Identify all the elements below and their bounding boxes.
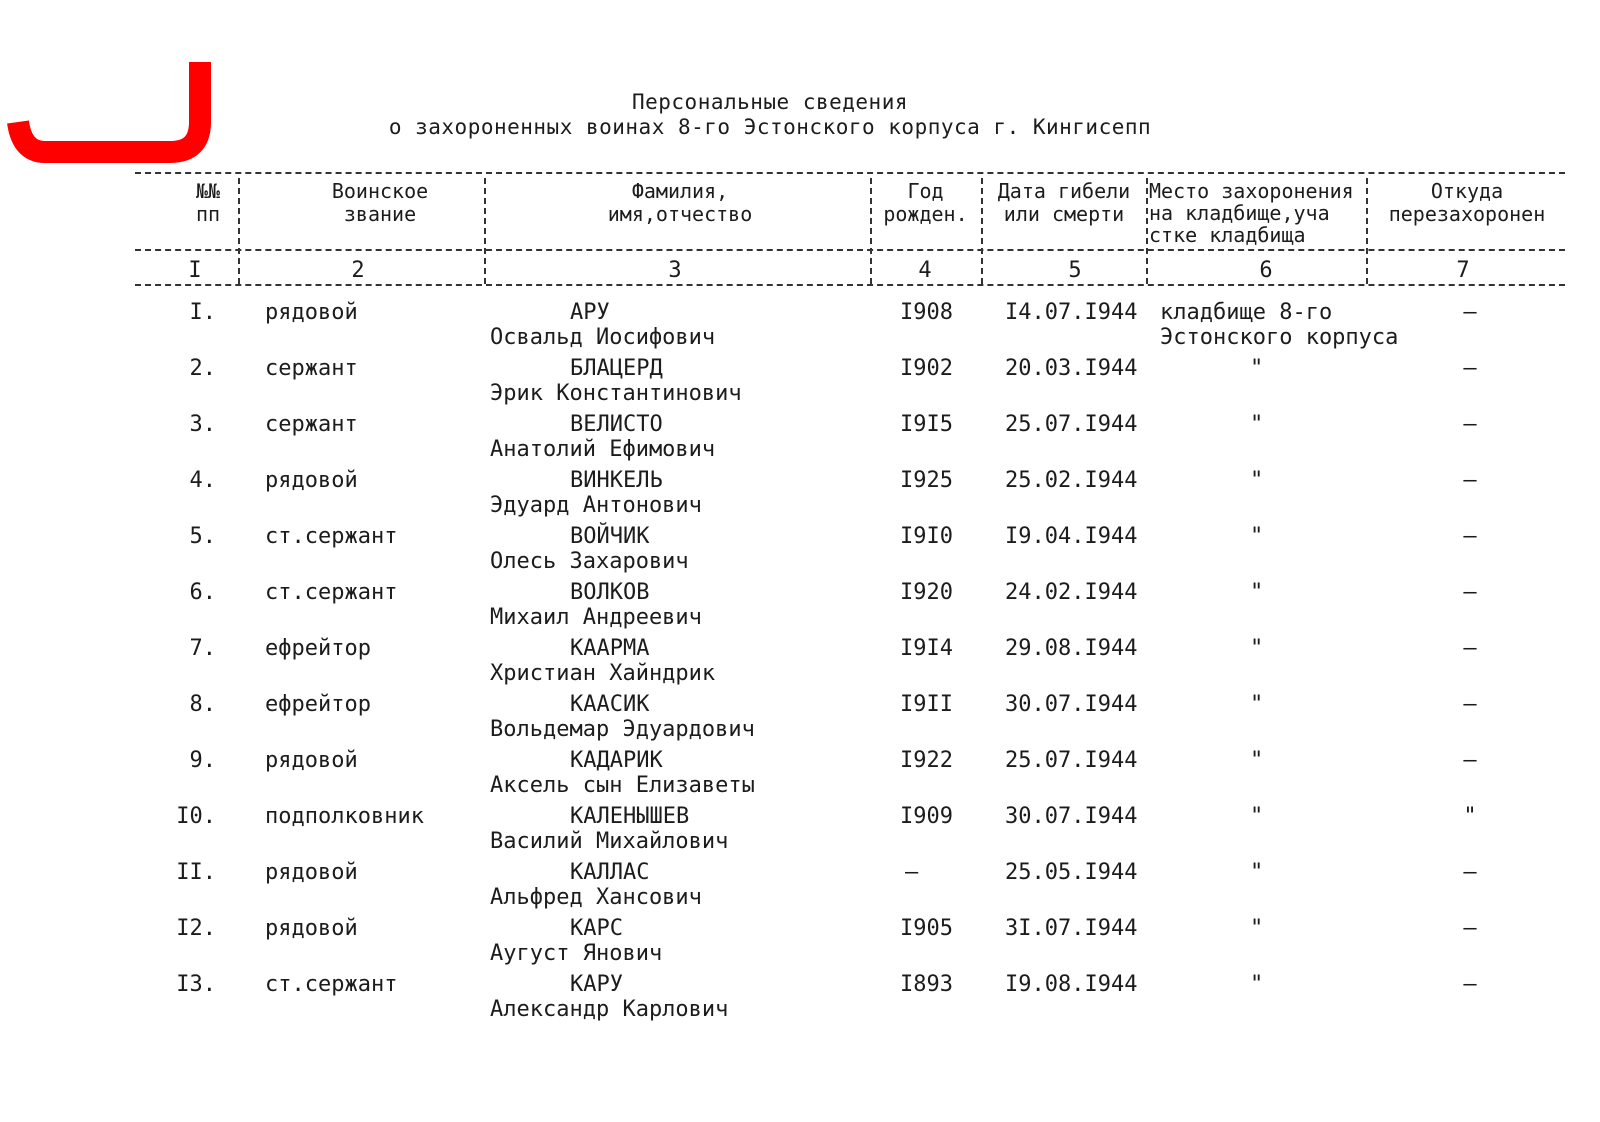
reburied-from: " (1463, 804, 1477, 829)
birth-year: I922 (900, 748, 953, 773)
burial-place: " (1250, 468, 1264, 493)
document-title (300, 90, 1240, 140)
surname: КАЛЛАС (570, 860, 650, 885)
death-date: 25.07.I944 (1005, 748, 1138, 773)
surname: КАРУ (570, 972, 623, 997)
table-row (0, 300, 1600, 356)
row-number: I. (189, 300, 216, 325)
given-names: Аксель сын Елизаветы (490, 773, 755, 798)
full-name (490, 860, 770, 910)
given-names: Христиан Хайндрик (490, 661, 716, 686)
burial-place: " (1250, 804, 1264, 829)
burial-place: " (1250, 356, 1264, 381)
column-separator (1146, 178, 1148, 284)
given-names: Аугуст Янович (490, 941, 663, 966)
col-header-2: Воинское звание (331, 179, 429, 226)
burial-place: " (1250, 860, 1264, 885)
header-top-rule (135, 172, 1565, 174)
col-number-5: 5 (1068, 258, 1082, 283)
row-number: I0. (176, 804, 216, 829)
birth-year: I893 (900, 972, 953, 997)
reburied-from: – (1463, 916, 1477, 941)
birth-year: I905 (900, 916, 953, 941)
row-number: 8. (189, 692, 216, 717)
table-row (0, 916, 1600, 972)
table-row (0, 748, 1600, 804)
reburied-from: – (1463, 860, 1477, 885)
column-separator (238, 178, 240, 284)
surname: КАЛЕНЫШЕВ (570, 804, 690, 829)
burial-place: " (1250, 524, 1264, 549)
col-header-7: Откуда перезахоронен (1388, 179, 1546, 226)
col-header-5: Дата гибели или смерти (997, 179, 1131, 226)
birth-year: I925 (900, 468, 953, 493)
full-name (490, 300, 770, 350)
reburied-from: – (1463, 972, 1477, 997)
row-number: 2. (189, 356, 216, 381)
col-header-4: Год рожден. (883, 179, 968, 226)
birth-year: I909 (900, 804, 953, 829)
birth-year: I9II (900, 692, 953, 717)
given-names: Василий Михайлович (490, 829, 729, 854)
table-row (0, 804, 1600, 860)
burial-place: " (1250, 916, 1264, 941)
death-date: 25.02.I944 (1005, 468, 1138, 493)
col-number-7: 7 (1456, 258, 1470, 283)
reburied-from: – (1463, 692, 1477, 717)
burial-place: " (1250, 692, 1264, 717)
full-name (490, 580, 770, 630)
row-number: 3. (189, 412, 216, 437)
military-rank: рядовой (265, 468, 358, 493)
birth-year: I9I4 (900, 636, 953, 661)
reburied-from: – (1463, 412, 1477, 437)
burial-place: " (1250, 580, 1264, 605)
header-bottom-rule (135, 284, 1565, 286)
row-number: 4. (189, 468, 216, 493)
reburied-from: – (1463, 748, 1477, 773)
military-rank: рядовой (265, 916, 358, 941)
death-date: I9.04.I944 (1005, 524, 1138, 549)
col-number-3: 3 (668, 258, 682, 283)
row-number: I3. (176, 972, 216, 997)
col-number-4: 4 (918, 258, 932, 283)
row-number: 6. (189, 580, 216, 605)
column-separator (981, 178, 983, 284)
surname: ВЕЛИСТО (570, 412, 663, 437)
military-rank: ст.сержант (265, 580, 398, 605)
military-rank: сержант (265, 356, 358, 381)
row-number: 5. (189, 524, 216, 549)
surname: КААРМА (570, 636, 650, 661)
table-row (0, 636, 1600, 692)
full-name (490, 468, 770, 518)
birth-year: I9I5 (900, 412, 953, 437)
column-separator (484, 178, 486, 284)
col-number-1: I (188, 258, 202, 283)
red-bracket-mark (0, 0, 230, 180)
birth-year: I9I0 (900, 524, 953, 549)
col-header-1: №№ пп (195, 179, 221, 226)
given-names: Альфред Хансович (490, 885, 702, 910)
military-rank: ефрейтор (265, 692, 371, 717)
given-names: Эдуард Антонович (490, 493, 702, 518)
surname: КАДАРИК (570, 748, 663, 773)
reburied-from: – (1463, 300, 1477, 325)
death-date: 24.02.I944 (1005, 580, 1138, 605)
military-rank: ст.сержант (265, 524, 398, 549)
reburied-from: – (1463, 524, 1477, 549)
header-mid-rule (135, 249, 1565, 251)
col-header-3: Фамилия, имя,отчество (607, 179, 753, 226)
reburied-from: – (1463, 356, 1477, 381)
death-date: 20.03.I944 (1005, 356, 1138, 381)
death-date: I4.07.I944 (1005, 300, 1138, 325)
given-names: Михаил Андреевич (490, 605, 702, 630)
full-name (490, 636, 770, 686)
title-line-1: Персональные сведения (631, 90, 908, 114)
surname: КАРС (570, 916, 623, 941)
row-number: II. (176, 860, 216, 885)
full-name (490, 748, 770, 798)
surname: ВОЙЧИК (570, 524, 650, 549)
surname: КААСИК (570, 692, 650, 717)
surname: БЛАЦЕРД (570, 356, 663, 381)
military-rank: подполковник (265, 804, 424, 829)
given-names: Олесь Захарович (490, 549, 689, 574)
table-row (0, 412, 1600, 468)
burial-place: " (1250, 412, 1264, 437)
given-names: Анатолий Ефимович (490, 437, 716, 462)
reburied-from: – (1463, 580, 1477, 605)
death-date: 25.07.I944 (1005, 412, 1138, 437)
col-header-6: Место захоронения на кладбище,уча стке кладбища (1149, 179, 1354, 247)
burial-place: кладбище 8-го Эстонского корпуса (1160, 300, 1399, 350)
full-name (490, 412, 770, 462)
military-rank: рядовой (265, 748, 358, 773)
full-name (490, 524, 770, 574)
reburied-from: – (1463, 468, 1477, 493)
death-date: 25.05.I944 (1005, 860, 1138, 885)
table-row (0, 524, 1600, 580)
row-number: I2. (176, 916, 216, 941)
full-name (490, 804, 770, 854)
column-separator (1366, 178, 1368, 284)
table-row (0, 468, 1600, 524)
full-name (490, 356, 770, 406)
death-date: 30.07.I944 (1005, 804, 1138, 829)
surname: АРУ (570, 300, 610, 325)
title-line-2: о захороненных воинах 8-го Эстонского корпуса г. Кингисепп (388, 115, 1152, 139)
surname: ВИНКЕЛЬ (570, 468, 663, 493)
birth-year: I908 (900, 300, 953, 325)
burial-place: " (1250, 636, 1264, 661)
death-date: 29.08.I944 (1005, 636, 1138, 661)
table-row (0, 356, 1600, 412)
death-date: I9.08.I944 (1005, 972, 1138, 997)
full-name (490, 972, 770, 1022)
table-row (0, 692, 1600, 748)
table-row (0, 860, 1600, 916)
row-number: 9. (189, 748, 216, 773)
given-names: Вольдемар Эдуардович (490, 717, 755, 742)
column-separator (870, 178, 872, 284)
full-name (490, 916, 770, 966)
given-names: Александр Карлович (490, 997, 729, 1022)
burial-place: " (1250, 972, 1264, 997)
burial-place: " (1250, 748, 1264, 773)
birth-year: I920 (900, 580, 953, 605)
military-rank: ефрейтор (265, 636, 371, 661)
military-rank: рядовой (265, 860, 358, 885)
row-number: 7. (189, 636, 216, 661)
death-date: 3I.07.I944 (1005, 916, 1138, 941)
col-number-6: 6 (1259, 258, 1273, 283)
death-date: 30.07.I944 (1005, 692, 1138, 717)
given-names: Эрик Константинович (490, 381, 742, 406)
col-number-2: 2 (351, 258, 365, 283)
military-rank: ст.сержант (265, 972, 398, 997)
military-rank: сержант (265, 412, 358, 437)
military-rank: рядовой (265, 300, 358, 325)
surname: ВОЛКОВ (570, 580, 650, 605)
birth-year: – (905, 860, 919, 885)
birth-year: I902 (900, 356, 953, 381)
given-names: Освальд Иосифович (490, 325, 716, 350)
table-row (0, 580, 1600, 636)
full-name (490, 692, 770, 742)
table-row (0, 972, 1600, 1028)
reburied-from: – (1463, 636, 1477, 661)
